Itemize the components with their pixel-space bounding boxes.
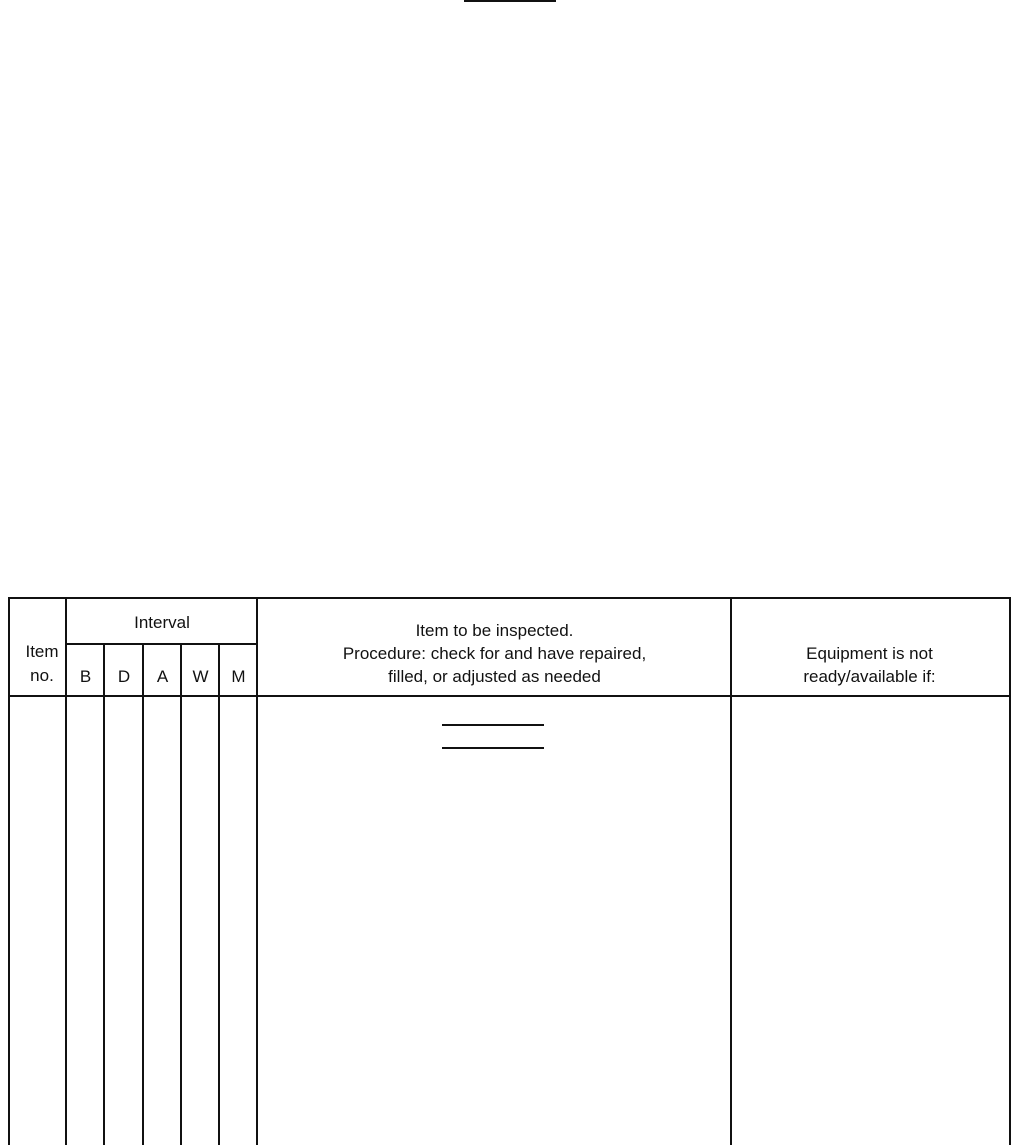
procedure-header-line2: Procedure: check for and have repaired, — [342, 644, 647, 663]
procedure-header-line1: Item to be inspected. — [415, 621, 574, 640]
header-bottom-rule — [10, 695, 1009, 697]
body-heading-rule-upper — [442, 724, 544, 726]
pmcs-table — [8, 597, 1011, 1145]
not-ready-header-line2: ready/available if: — [803, 667, 936, 686]
procedure-header-line3: filled, or adjusted as needed — [388, 667, 601, 686]
interval-col-b: B — [79, 667, 92, 686]
item-no-header-line1: Item — [25, 642, 59, 661]
divider-w-m — [218, 644, 220, 1145]
interval-col-d: D — [117, 667, 131, 686]
top-title-rule — [464, 0, 556, 2]
interval-col-m: M — [231, 667, 246, 686]
divider-d-a — [142, 644, 144, 1145]
body-heading-rule-lower — [442, 747, 544, 749]
interval-subheader-rule — [65, 643, 258, 645]
not-ready-header-line1: Equipment is not — [806, 644, 933, 663]
divider-a-w — [180, 644, 182, 1145]
divider-b-d — [103, 644, 105, 1145]
interval-col-w: W — [192, 667, 209, 686]
interval-col-a: A — [156, 667, 169, 686]
interval-header: Interval — [134, 613, 190, 632]
item-no-header-line2: no. — [30, 666, 54, 685]
